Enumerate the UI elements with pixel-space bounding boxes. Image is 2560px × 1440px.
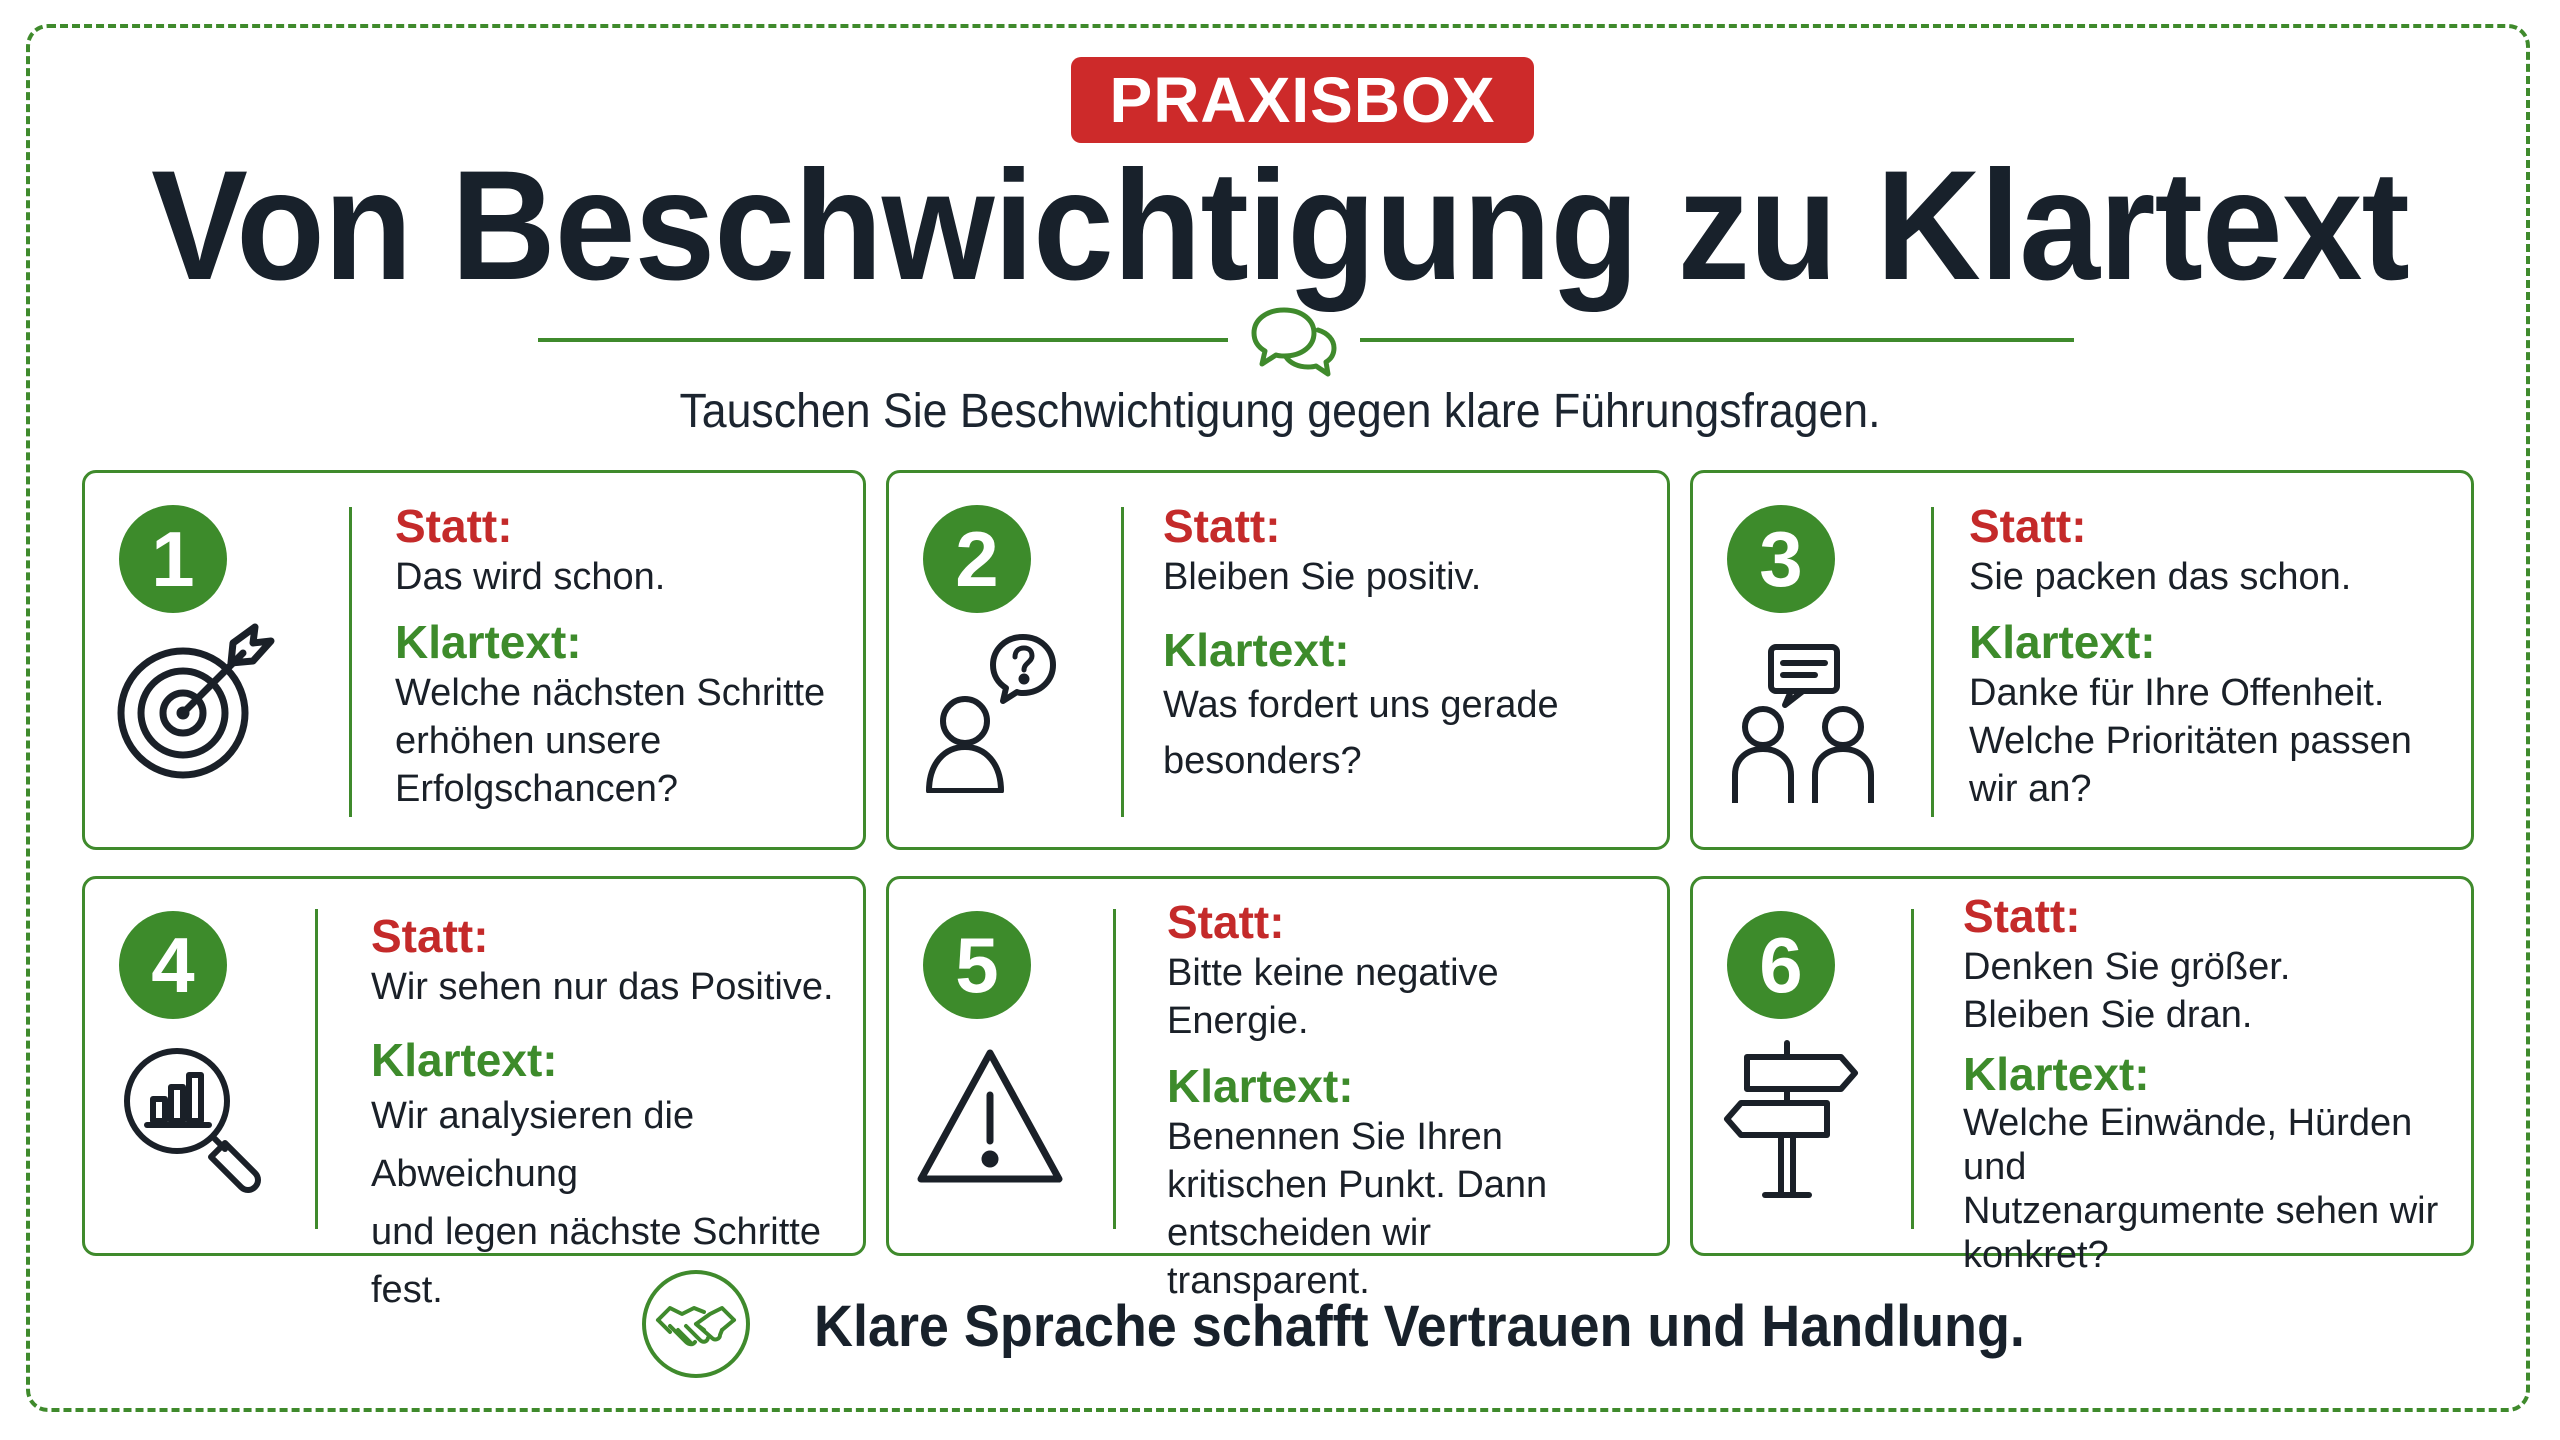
chat-bubbles-icon xyxy=(1248,302,1340,382)
klartext-text: Benennen Sie Ihren kritischen Punkt. Dann entscheiden wir transparent. xyxy=(1167,1116,1548,1302)
chart-magnifier-icon xyxy=(115,1039,275,1199)
klartext-label: Klartext: xyxy=(395,616,582,668)
card-divider xyxy=(349,507,352,817)
footer-message: Klare Sprache schafft Vertrauen und Handlung. xyxy=(814,1294,2025,1359)
card-divider xyxy=(1113,909,1116,1229)
target-icon xyxy=(115,623,275,783)
tip-card-1 xyxy=(82,470,866,850)
tip-card-3 xyxy=(1690,470,2474,850)
page-subtitle: Tauschen Sie Beschwichtigung gegen klare Führungsfragen. xyxy=(679,385,1881,438)
signpost-icon xyxy=(1723,1039,1883,1199)
klartext-label: Klartext: xyxy=(1163,624,1350,676)
statt-text: Sie packen das schon. xyxy=(1969,556,2352,598)
card-content xyxy=(1167,895,1643,1305)
card-content xyxy=(395,499,839,813)
statt-label: Statt: xyxy=(1969,500,2087,552)
card-content xyxy=(371,909,839,1319)
klartext-label: Klartext: xyxy=(1963,1048,2150,1100)
title-rule-right xyxy=(1360,338,2074,342)
klartext-text: Danke für Ihre Offenheit. Welche Prioritäten passen wir an? xyxy=(1969,672,2412,810)
card-number-badge: 1 xyxy=(119,505,227,613)
tip-card-5 xyxy=(886,876,1670,1302)
statt-text: Denken Sie größer. Bleiben Sie dran. xyxy=(1963,946,2291,1036)
statt-text: Das wird schon. xyxy=(395,556,666,598)
praxisbox-badge: PRAXISBOX xyxy=(1071,57,1534,143)
statt-text: Bitte keine negative Energie. xyxy=(1167,952,1499,1042)
handshake-icon xyxy=(640,1268,752,1380)
statt-label: Statt: xyxy=(1963,890,2081,942)
card-divider xyxy=(1931,507,1934,817)
klartext-text: Was fordert uns gerade besonders? xyxy=(1163,684,1559,782)
warning-icon xyxy=(915,1043,1065,1193)
tip-card-2 xyxy=(886,470,1670,850)
klartext-text: Welche Einwände, Hürden und Nutzenargumente sehen wir konkret? xyxy=(1963,1102,2439,1276)
statt-label: Statt: xyxy=(1163,500,1281,552)
people-discussion-icon xyxy=(1723,643,1883,803)
card-divider xyxy=(1911,909,1914,1229)
statt-label: Statt: xyxy=(395,500,513,552)
statt-label: Statt: xyxy=(1167,896,1285,948)
person-question-icon xyxy=(919,633,1079,793)
card-divider xyxy=(315,909,318,1229)
card-number-badge: 2 xyxy=(923,505,1031,613)
klartext-text: Wir analysieren die Abweichung und legen nächste Schritte fest. xyxy=(371,1095,821,1311)
tip-card-6 xyxy=(1690,876,2474,1276)
card-content xyxy=(1969,499,2447,813)
statt-text: Bleiben Sie positiv. xyxy=(1163,556,1482,598)
title-rule-left xyxy=(538,338,1228,342)
klartext-label: Klartext: xyxy=(371,1034,558,1086)
statt-label: Statt: xyxy=(371,910,489,962)
card-content xyxy=(1963,889,2447,1277)
card-number-badge: 6 xyxy=(1727,911,1835,1019)
page-title: Von Beschwichtigung zu Klartext xyxy=(151,139,2409,313)
card-content xyxy=(1163,499,1643,789)
klartext-text: Welche nächsten Schritte erhöhen unsere Erfolgschancen? xyxy=(395,672,826,810)
card-number-badge: 4 xyxy=(119,911,227,1019)
card-divider xyxy=(1121,507,1124,817)
klartext-label: Klartext: xyxy=(1167,1060,1354,1112)
card-number-badge: 3 xyxy=(1727,505,1835,613)
card-number-badge: 5 xyxy=(923,911,1031,1019)
statt-text: Wir sehen nur das Positive. xyxy=(371,966,834,1008)
tip-card-4 xyxy=(82,876,866,1311)
klartext-label: Klartext: xyxy=(1969,616,2156,668)
